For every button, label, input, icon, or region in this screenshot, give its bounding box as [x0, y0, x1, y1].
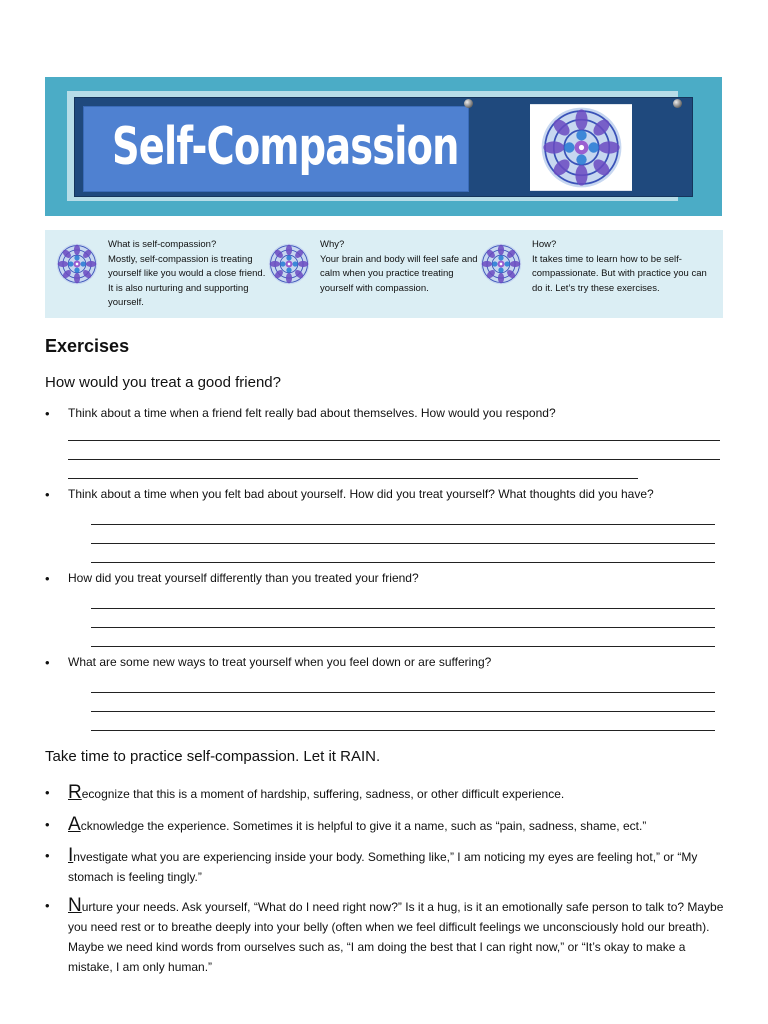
bullet-icon: • [45, 817, 50, 832]
answer-line[interactable] [68, 440, 720, 441]
mandala-icon [530, 104, 632, 191]
bullet-icon: • [45, 898, 50, 913]
question-text: Think about a time when a friend felt really bad about themselves. How would you respond? [68, 406, 556, 420]
pin-icon [673, 99, 682, 108]
intro-body: It takes time to learn how to be self-compassionate. But with practice you can do it. Let’s try these exercises. [532, 253, 707, 294]
intro-heading: How? [532, 239, 557, 250]
answer-line[interactable] [91, 543, 715, 544]
answer-line[interactable] [68, 459, 720, 460]
rain-letter: A [68, 814, 81, 835]
bullet-icon: • [45, 571, 50, 586]
rain-text: nvestigate what you are experiencing inside your body. Something like,” I am noticing my eyes are feeling hot,” or “My stomach is feeling tingly.” [68, 850, 698, 884]
intro-body: Your brain and body will feel safe and calm when you practice treating yourself with compassion. [320, 253, 478, 294]
bullet-icon: • [45, 487, 50, 502]
mandala-icon [267, 238, 311, 290]
mandala-icon [55, 238, 99, 290]
bullet-icon: • [45, 655, 50, 670]
rain-letter: N [68, 895, 82, 916]
bullet-icon: • [45, 848, 50, 863]
answer-line[interactable] [91, 711, 715, 712]
answer-line[interactable] [68, 478, 638, 479]
answer-line[interactable] [91, 692, 715, 693]
section-heading-rain: Take time to practice self-compassion. Let it RAIN. [45, 748, 381, 765]
intro-heading: What is self-compassion? [108, 239, 217, 250]
rain-letter: R [68, 782, 82, 803]
intro-band [45, 230, 723, 318]
intro-heading: Why? [320, 239, 345, 250]
bullet-icon: • [45, 785, 50, 800]
question-text: Think about a time when you felt bad about yourself. How did you treat yourself? What thoughts did you have? [68, 487, 654, 501]
section-heading-friend: How would you treat a good friend? [45, 374, 281, 391]
title-box [83, 106, 469, 192]
rain-text: ecognize that this is a moment of hardship, suffering, sadness, or other difficult experience. [81, 787, 565, 801]
question-text: What are some new ways to treat yourself when you feel down or are suffering? [68, 655, 492, 669]
mandala-icon [479, 238, 523, 290]
pin-icon [464, 99, 473, 108]
answer-line[interactable] [91, 562, 715, 563]
question-text: How did you treat yourself differently than you treated your friend? [68, 571, 419, 585]
answer-line[interactable] [91, 608, 715, 609]
section-heading-exercises: Exercises [45, 336, 130, 356]
intro-body: Mostly, self-compassion is treating yourself like you would a close friend. It is also nurturing and supporting yourself. [108, 253, 266, 308]
answer-line[interactable] [91, 646, 715, 647]
rain-text: urture your needs. Ask yourself, “What do I need right now?” Is it a hug, is it an emotionally safe person to talk to? Maybe you need rest or to breathe deeply into your belly (often when we feel difficult feelings we unconsciously hold our breath). Maybe we need kind words from ourselves such as, “I am doing the best that I can right now,” or “It’s okay to make a mistake, I am only human.” [68, 900, 724, 974]
answer-line[interactable] [91, 730, 715, 731]
answer-line[interactable] [91, 627, 715, 628]
rain-text: cknowledge the experience. Sometimes it is helpful to give it a name, such as “pain, sadness, shame, ect.” [80, 819, 647, 833]
rain-letter: I [68, 845, 74, 866]
page-title: Self-Compassion [112, 117, 459, 177]
answer-line[interactable] [91, 524, 715, 525]
bullet-icon: • [45, 406, 50, 421]
